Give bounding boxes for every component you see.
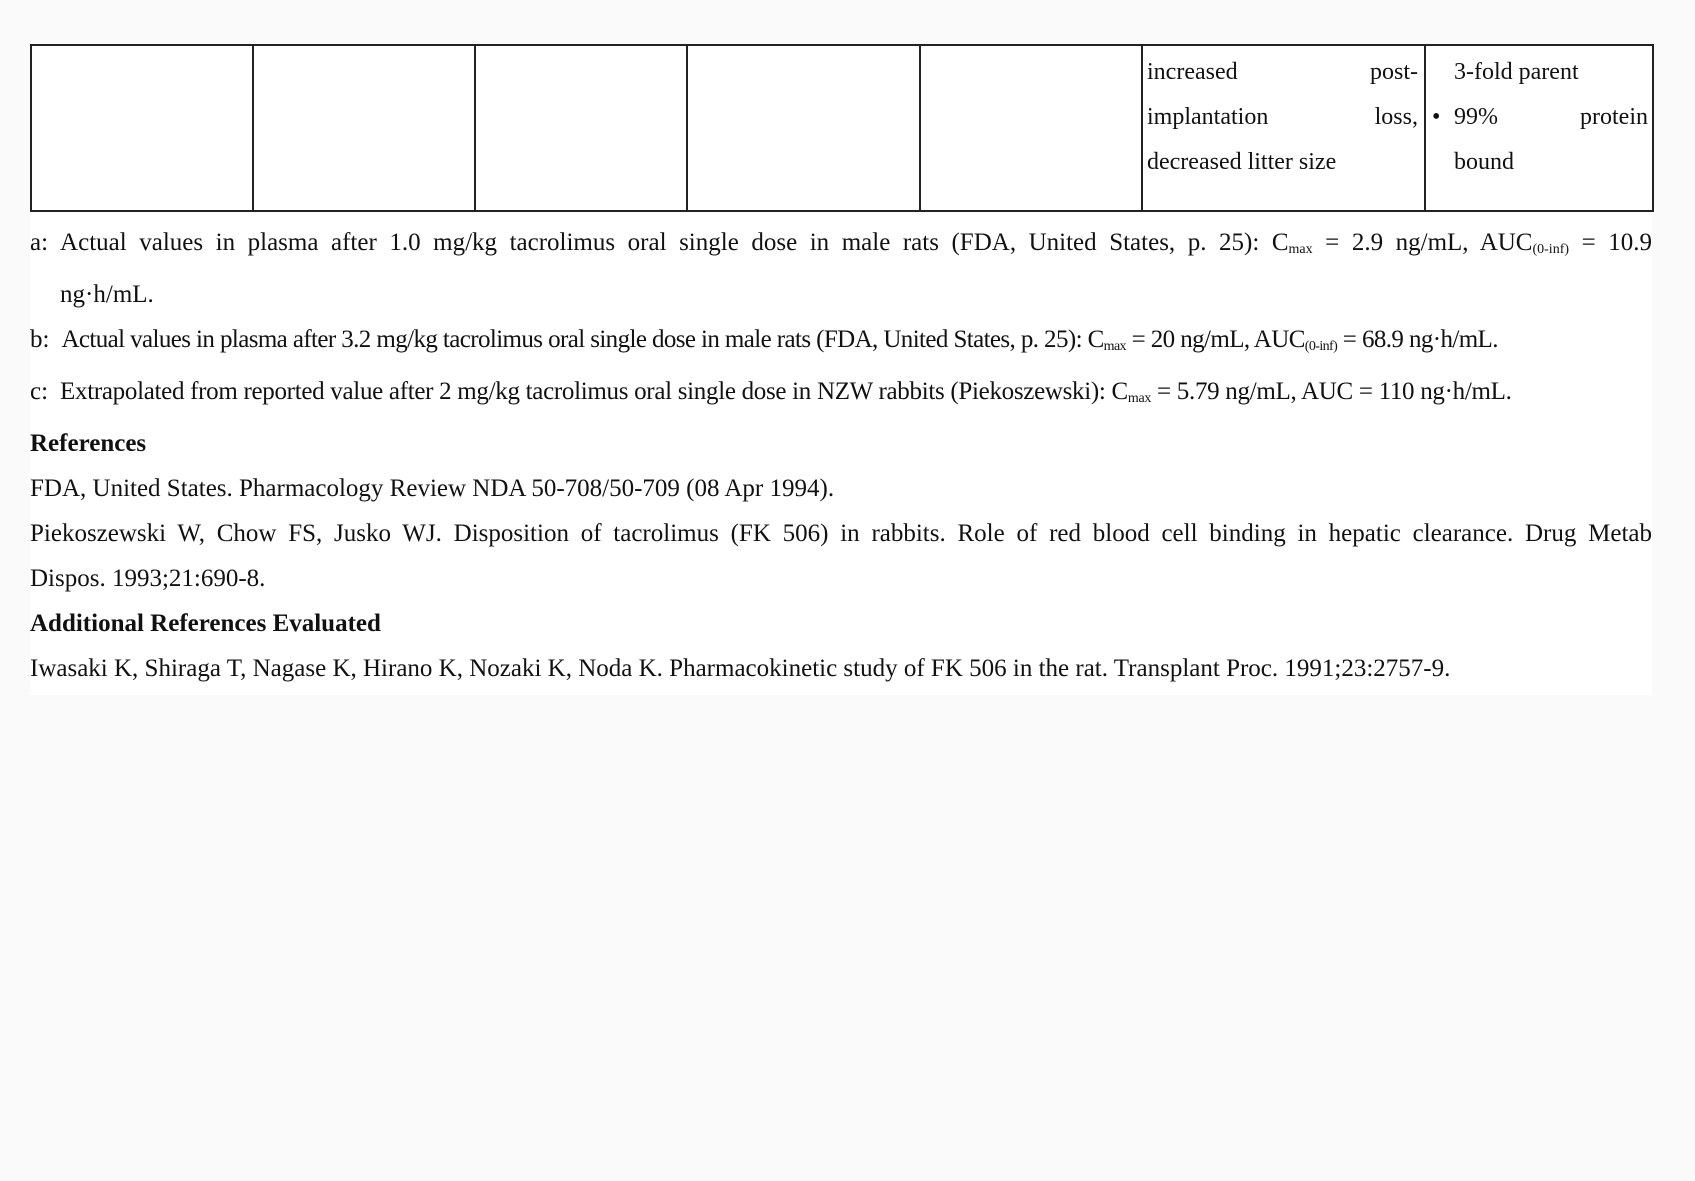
footnote-a-line-1: Actual values in plasma after 1.0 mg/kg tacrolimus oral single dose in male rats (FDA, United States, p. 25): $C_{max} = 2.9$ ng/mL, $AUC_{(0-inf)} = 10.9$ [60,229,1652,257]
table-cell-empty-4 [687,45,920,211]
document-page [30,44,1652,695]
reference-item: Piekoszewski W, Chow FS, Jusko WJ. Disposition of tacrolimus (FK 506) in rabbits. Role of red blood cell binding in hepatic clearance. Drug Metab [30,520,1652,547]
table-cell-findings [1142,45,1425,211]
footnote-a-line-2: ng·h/mL. [60,281,154,308]
table-continuation [30,44,1654,212]
footnote-c: c: Extrapolated from reported value after 2 mg/kg tacrolimus oral single dose in NZW rabbits (Piekoszewski): $C_{max} = 5.79$ ng/mL, AUC = 110 ng·h/mL. [30,378,1512,406]
table-cell-empty-3 [475,45,687,211]
references-heading: References [30,430,147,457]
table-cell-empty-5 [920,45,1142,211]
footnote-a: a: Actual values in plasma after 1.0 mg/kg tacrolimus oral single dose in male rats (FDA, United States, p. 25): $C_{max} = 2.9$ ng/mL, $AUC_{(0-inf)} = 10.9$ ng·h/mL. [30,220,1652,317]
additional-reference-item: Iwasaki K, Shiraga T, Nagase K, Hirano K, Nozaki K, Noda K. Pharmacokinetic study of FK 506 in the rat. Transplant Proc. 1991;23:2757-9. [30,655,1451,682]
findings-line-2: implantation loss, [1147,104,1418,130]
bullet-icon: • [1432,104,1441,130]
reference-item: FDA, United States. Pharmacology Review NDA 50-708/50-709 (08 Apr 1994). [30,475,835,502]
footnote-b: b: Actual values in plasma after 3.2 mg/kg tacrolimus oral single dose in male rats (FDA, United States, p. 25): $C_{max} = 20$ ng/mL, $AUC_{(0-inf)} = 68.9$ ng·h/mL. [30,326,1498,354]
additional-references-heading: Additional References Evaluated [30,610,381,637]
table-cell-notes [1425,45,1653,211]
table-cell-empty-1 [31,45,253,211]
table-footnotes [30,220,1652,421]
notes-line-3: bound [1454,149,1514,175]
notes-line-1: 3-fold parent [1454,59,1579,85]
findings-line-3: decreased litter size [1147,149,1337,175]
reference-item: Dispos. 1993;21:690-8. [30,565,266,592]
table-row [31,45,1653,211]
findings-line-1: increased post- [1147,59,1418,85]
table-cell-empty-2 [253,45,475,211]
notes-line-2: • 99% protein [1432,95,1648,140]
